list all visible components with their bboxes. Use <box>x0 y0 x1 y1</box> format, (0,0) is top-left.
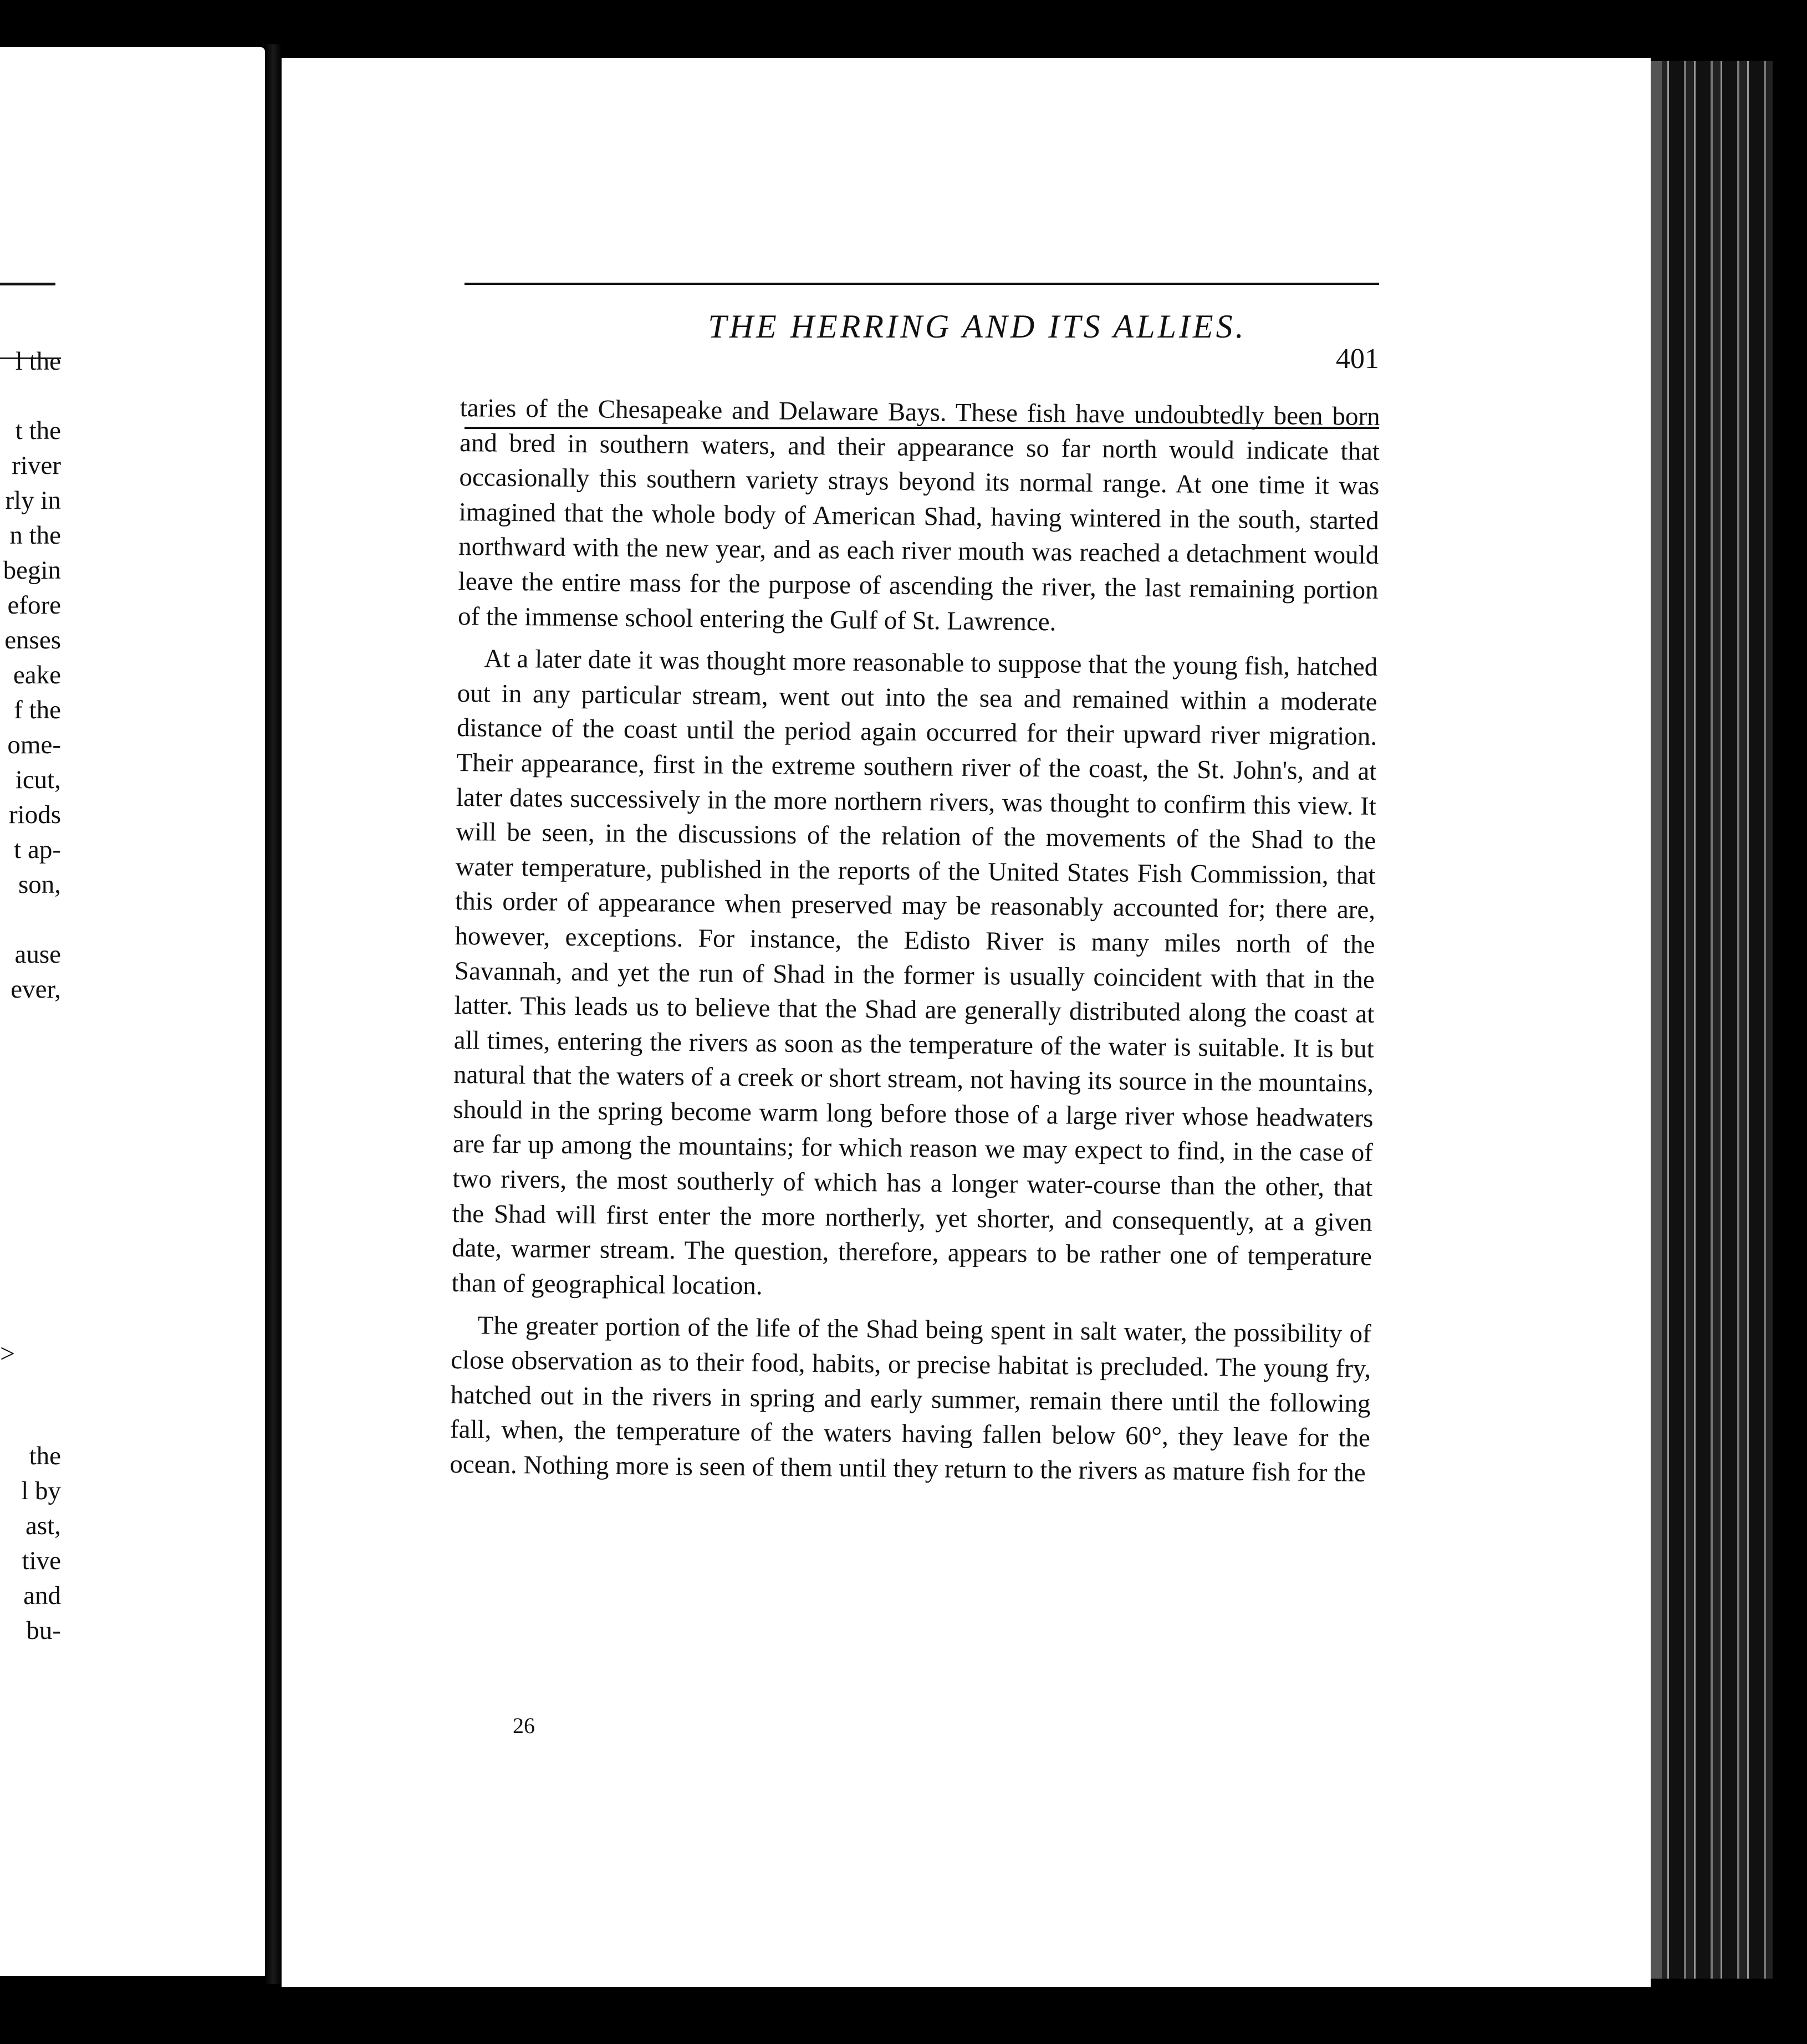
left-page-fragment: and <box>23 1581 61 1610</box>
book-gutter <box>265 44 282 1984</box>
left-page-fragment: riods <box>9 800 61 829</box>
left-page-fragment: the <box>29 1442 61 1470</box>
left-page-fragment: ast, <box>25 1511 61 1540</box>
book-page-edges <box>1651 61 1773 1979</box>
signature-mark: 26 <box>513 1713 535 1738</box>
left-page-rule-top <box>0 283 55 285</box>
left-page-fragment: rly in <box>5 486 61 515</box>
left-page-mark: > <box>0 1339 16 1368</box>
left-page-fragment: f the <box>14 696 61 724</box>
left-page-fragment: t ap- <box>14 835 61 864</box>
left-page-fragment: ome- <box>7 730 61 759</box>
paragraph-3: The greater portion of the life of the Shad being spent in salt water, the possibility of close observation as to their food, habits, or precise habitat is precluded. The young fry, hatched out in the rivers in spring and early summer, remain there until the following fall, when, the temperature of the waters having fallen below 60°, they leave for the ocean. Nothing more is seen of them until they return to the rivers as mature fish for the <box>450 1311 1371 1488</box>
left-page-fragment: tive <box>22 1546 61 1575</box>
left-page-fragment: eake <box>13 661 61 689</box>
left-page-fragment: son, <box>18 870 61 899</box>
paragraph-2: At a later date it was thought more reasonable to suppose that the young fish, hatched out in any particular stream, went out into the sea and remained within a moderate distance of the coast until the period again occurred for their upward river migration. Their appearance, first in the extreme southern river of the coast, the St. John's, and at later dates successively in the more northern rivers, was thought to confirm this view. It will be seen, in the discussions of the relation of the movements of the Shad to the water temperature, published in the reports of the United States Fish Commission, that this order of appearance when preserved may be reasonably accounted for; there are, however, exceptions. For instance, the Edisto River is many miles north of the Savannah, and yet the run of Shad in the former is usually coincident with that in the latter. This leads us to believe that the Shad are generally distributed along the coast at all times, entering the rivers as soon as the temperature of the water is suitable. It is but natural that the waters of a creek or short stream, not having its source in the mountains, should in the spring become warm long before those of a large river whose headwaters are far up among the mountains; for which reason we may expect to find, in the case of two rivers, the most southerly of which has a longer water-course than the other, that the Shad will first enter the more northerly, yet shorter, and consequently, at a given date, warmer stream. The question, therefore, appears to be rather one of temperature than of geographical location. <box>451 644 1378 1301</box>
left-page-fragment: l the <box>15 347 61 376</box>
left-page-fragment: efore <box>7 591 61 620</box>
left-page-fragment: bu- <box>26 1616 61 1645</box>
left-page-fragment: n the <box>9 521 61 550</box>
body-text <box>450 391 1380 1498</box>
page-number: 401 <box>1336 343 1379 375</box>
header-rule-top <box>464 283 1379 285</box>
paragraph-1: taries of the Chesapeake and Delaware Bays. These fish have undoubtedly been born and bred in southern waters, and their appearance so far north would indicate that occasionally this southern variety strays beyond its normal range. At one time it was imagined that the whole body of American Shad, having wintered in the south, started northward with the new year, and as each river mouth was reached a detachment would leave the entire mass for the purpose of ascending the river, the last remaining portion of the immense school entering the Gulf of St. Lawrence. <box>457 393 1380 636</box>
running-title: THE HERRING AND ITS ALLIES. <box>708 308 1247 345</box>
left-page-fragment: begin <box>3 556 61 585</box>
left-page-fragment: icut, <box>15 765 61 794</box>
left-page-fragment: enses <box>4 626 61 655</box>
left-page-fragment: river <box>12 451 61 480</box>
left-page-fragment: l by <box>21 1476 61 1505</box>
left-page-fragment: t the <box>15 416 61 445</box>
left-page-fragment: ause <box>14 940 61 969</box>
left-facing-page <box>0 47 265 1976</box>
left-page-fragment: ever, <box>11 975 61 1004</box>
